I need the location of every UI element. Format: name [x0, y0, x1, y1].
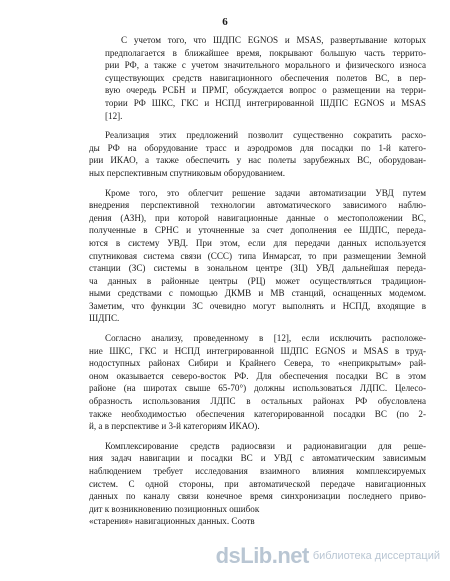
text-line: рии ИКАО, а также обеспечить у нас полеты зарубежных ВС, оборудован-	[89, 155, 426, 166]
text-line: оном оказывается северо-восток РФ. Для обеспечения посадки ВС в этом	[89, 370, 426, 381]
text-line: наблюдением требует исследования взаимного влияния комплексируемых	[89, 466, 426, 476]
watermark-logo: dsLib.net	[215, 543, 309, 568]
paragraph	[89, 34, 426, 122]
watermark-tagline: библиотека диссертаций	[312, 550, 440, 562]
text-line: спутниковая система связи (ССС) типа Инмарсат, то при размещении Земной	[89, 250, 426, 261]
paragraph	[89, 332, 426, 433]
text-line: дит к возникновению позиционных ошибок	[89, 503, 260, 514]
text-line: образность использования ЛДПС в остальных районах РФ обусловлена	[89, 396, 426, 407]
text-line: районе (на широтах свыше 65-70°) должны использоваться ЛДПС. Целесо-	[89, 383, 426, 394]
text-line: предполагается в ближайшее время, покрывают большую часть террито-	[105, 47, 426, 58]
text-line: Комплексирование средств радиосвязи и радионавигации для реше-	[105, 440, 426, 451]
text-line: ных перспективным спутниковым оборудованием.	[89, 167, 286, 178]
text-line: ются в систему УВД. При этом, если для передачи данных используется	[89, 237, 426, 248]
text-line: Кроме того, это облегчит решение задачи автоматизации УВД путем	[105, 187, 426, 198]
text-line: «старения» навигационных данных. Соотв	[89, 516, 255, 527]
text-line: С учетом того, что ШДПС EGNOS и MSAS, развертывание которых	[121, 35, 426, 45]
text-line: существующих средств навигационного обеспечения полетов ВС, в пер-	[105, 72, 426, 83]
text-line: систем. С одной стороны, при автоматической передаче навигационных	[89, 478, 426, 489]
watermark	[216, 543, 440, 569]
text-line: ШДПС.	[89, 313, 120, 324]
text-line: [12].	[105, 110, 123, 121]
page-number: 6	[222, 16, 228, 28]
text-line: ными средствами с помощью ДКМВ и МВ станций, оснащенных модемом.	[89, 288, 426, 299]
text-line: вую очередь РСБН и ПРМГ, обсуждается вопрос о размещении на терри-	[105, 85, 426, 96]
text-line: нодоступных районах Сибири и Крайнего Севера, то «неприкрытым» рай-	[89, 358, 426, 369]
text-line: ды РФ на оборудование трасс и аэродромов для посадки по 1-й катего-	[89, 142, 426, 153]
text-line: полученные в СРНС и уточненные за счет дополнения ее ШДПС, переда-	[89, 225, 426, 236]
text-line: ние ШКС, ГКС и НСПД интегрированной ШДПС EGNOS и MSAS в труд-	[89, 345, 426, 356]
text-line: й, а в перспективе и 3-й категориям ИКАО).	[89, 421, 260, 432]
paragraph	[89, 129, 426, 179]
text-line: рии РФ, а также с учетом значительного морального и физического износа	[105, 60, 426, 71]
text-line: тории РФ ШКС, ГКС и НСПД интегрированной ШДПС EGNOS и MSAS	[105, 97, 426, 108]
text-line: Согласно анализу, проведенному в [12], если исключить расположе-	[105, 333, 426, 344]
text-line: Заметим, что функции ЗС очевидно могут выполнять и НСПД, входящие в	[89, 300, 426, 311]
text-line: внедрения перспективной технологии автоматического зависимого наблю-	[89, 200, 426, 211]
text-line: дения (АЗН), при которой навигационные данные о местоположении ВС,	[89, 212, 426, 223]
paragraph	[89, 187, 426, 326]
text-line: также необходимостью обеспечения категорированной посадки ВС (по 2-	[89, 408, 426, 419]
text-line: станции (ЗС) системы в зональном центре (ЗЦ) УВД дальнейшая переда-	[89, 263, 426, 274]
paragraph	[89, 440, 426, 528]
text-line: ния задач навигации и посадки ВС и УВД с автоматическим зависимым	[89, 453, 426, 464]
text-line: данных по каналу связи конечное время синхронизации последнего приво-	[89, 491, 426, 502]
document-body	[89, 34, 426, 535]
text-line: Реализация этих предложений позволит существенно сократить расхо-	[105, 130, 426, 141]
text-line: ча данных в районные центры (РЦ) может осуществляться традицион-	[89, 275, 426, 286]
